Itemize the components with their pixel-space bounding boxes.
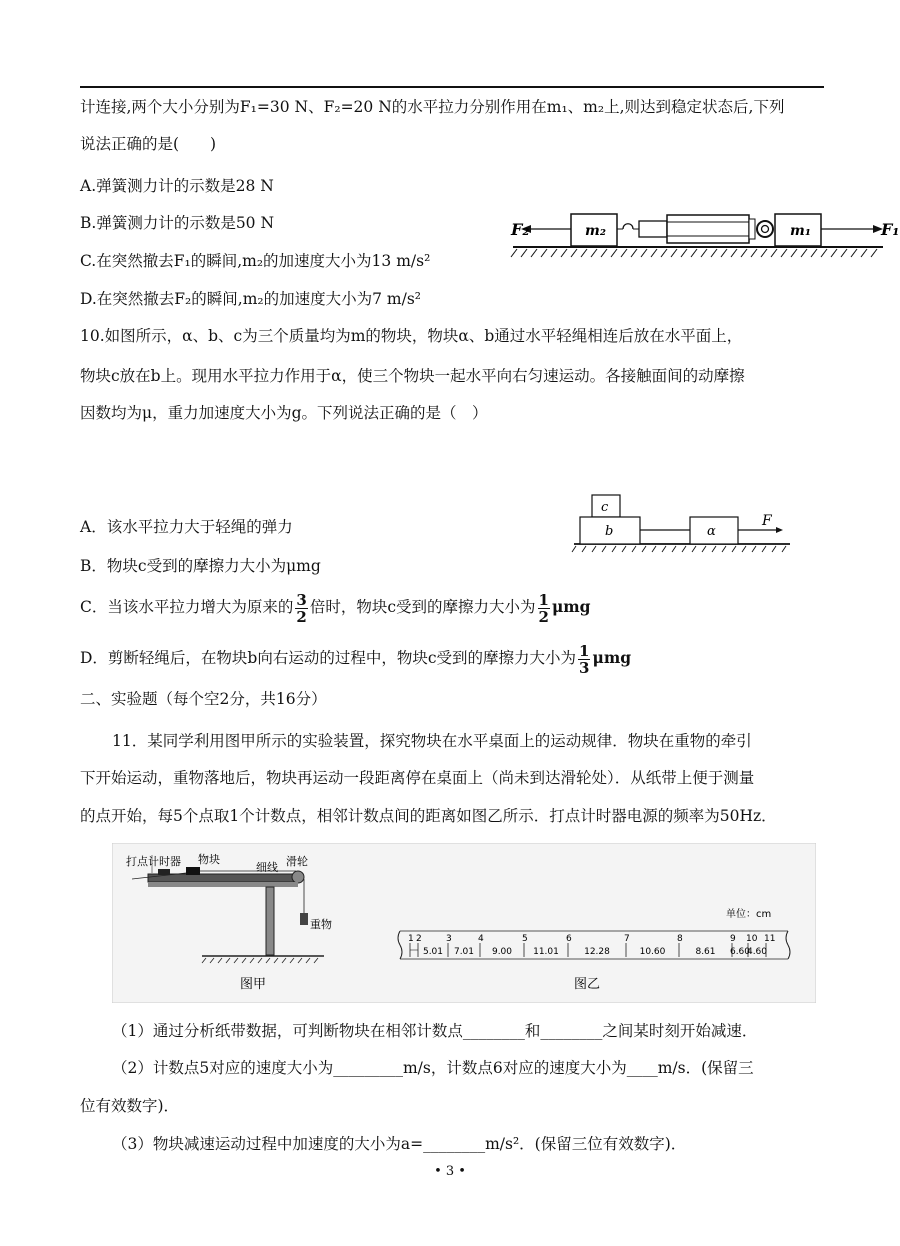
tape-distance-label: 7.01: [453, 947, 475, 957]
tape-point-label: 11: [764, 934, 776, 944]
fig-b-caption: 图乙: [574, 977, 601, 992]
q10-option-d-pre: D．剪断轻绳后，在物块b向右运动的过程中，物块c受到的摩擦力大小为: [80, 649, 577, 667]
unit-label: 单位：cm: [726, 909, 772, 920]
tape-point-label: 1: [408, 934, 414, 944]
fig-a-caption: 图甲: [240, 977, 267, 992]
tape-point-label: 2: [416, 934, 422, 944]
tape-distance-label: 4.60: [746, 947, 768, 957]
q10-line2: 物块c放在b上。现用水平拉力作用于α，使三个物块一起水平向右匀速运动。各接触面间的动摩擦: [80, 367, 745, 385]
q9-option-b: B.弹簧测力计的示数是50 N: [80, 214, 275, 232]
tape-distance-label: 9.00: [491, 947, 513, 957]
q11-sub1: （1）通过分析纸带数据，可判断物块在相邻计数点________和________之间某时刻开始减速．: [112, 1022, 758, 1040]
page-number: • 3 •: [434, 1164, 466, 1179]
q10-fig-c: c: [601, 500, 609, 515]
q10-option-c-post: μmg: [551, 597, 591, 616]
q11-line1: 11．某同学利用图甲所示的实验装置，探究物块在水平桌面上的运动规律．物块在重物的牵引: [112, 732, 752, 750]
q11-sub3: （3）物块减速运动过程中加速度的大小为a=________m/s²．(保留三位有效数字)．: [112, 1135, 687, 1153]
q10-option-b: B．物块c受到的摩擦力大小为μmg: [80, 557, 321, 575]
q10-option-c: [80, 589, 591, 625]
tape-point-label: 10: [746, 934, 758, 944]
section-heading: 二、实验题（每个空2分，共16分）: [80, 690, 327, 708]
fraction-numerator: 1: [579, 641, 590, 660]
q10-option-c-pre: C．当该水平拉力增大为原来的: [80, 598, 294, 616]
q11-line2: 下开始运动，重物落地后，物块再运动一段距离停在桌面上（尚未到达滑轮处）．从纸带上便于测量: [80, 769, 755, 787]
q10-line3: 因数均为μ，重力加速度大小为g。下列说法正确的是（ ）: [80, 404, 488, 422]
timer-label: 打点计时器: [126, 855, 181, 868]
q11-sub2a: （2）计数点5对应的速度大小为_________m/s，计数点6对应的速度大小为____m/s．(保留三: [112, 1059, 754, 1077]
q10-option-a: A．该水平拉力大于轻绳的弹力: [80, 518, 293, 536]
tape-point-label: 8: [677, 934, 683, 944]
q10-fraction-3-2: [295, 592, 307, 625]
q11-line3: 的点开始，每5个点取1个计数点，相邻计数点间的距离如图乙所示．打点计时器电源的频率为50Hz．: [80, 807, 777, 825]
tape-point-label: 7: [624, 934, 630, 944]
fraction-denominator: 2: [296, 607, 307, 626]
tape-point-label: 5: [522, 934, 528, 944]
q9-fig-m2: m₂: [585, 223, 606, 239]
top-rule: [80, 86, 824, 88]
q10-fig-a: α: [707, 524, 716, 539]
q10-option-c-mid: 倍时，物块c受到的摩擦力大小为: [309, 598, 536, 616]
q10-blocks-figure: [570, 492, 795, 554]
pulley-label: 滑轮: [286, 855, 308, 868]
q11-sub2b: 位有效数字)．: [80, 1097, 180, 1115]
tape-point-label: 3: [446, 934, 452, 944]
tape-point-label: 4: [478, 934, 484, 944]
q11-apparatus-figure: [112, 843, 816, 1003]
q10-fraction-1-2: [538, 592, 550, 625]
q9-fig-m1: m₁: [790, 223, 811, 239]
block-label: 物块: [198, 853, 220, 866]
tape-distance-label: 5.01: [422, 947, 444, 957]
fraction-denominator: 2: [538, 607, 549, 626]
tape-distance-label: 10.60: [639, 947, 666, 957]
q9-option-c: C.在突然撤去F₁的瞬间,m₂的加速度大小为13 m/s²: [80, 252, 431, 270]
tape-point-label: 9: [730, 934, 736, 944]
q10-fig-f: F: [762, 513, 772, 529]
q10-option-d-post: μmg: [592, 648, 632, 667]
q10-line1: 10.如图所示，α、b、c为三个质量均为m的物块，物块α、b通过水平轻绳相连后放在水平面上，: [80, 327, 743, 345]
tape-distance-label: 11.01: [533, 947, 559, 957]
q9-option-d: D.在突然撤去F₂的瞬间,m₂的加速度大小为7 m/s²: [80, 290, 421, 308]
q9-spring-figure: [505, 205, 900, 260]
fraction-numerator: 3: [296, 590, 307, 609]
q10-fig-b: b: [605, 524, 614, 539]
q9-fig-f2: F₂: [511, 220, 530, 239]
q10-fraction-1-3: [578, 643, 590, 676]
fraction-numerator: 1: [538, 590, 549, 609]
fraction-denominator: 3: [579, 658, 590, 677]
tape-distance-label: 6.60: [729, 947, 751, 957]
weight-label: 重物: [310, 918, 332, 931]
q9-line2: 说法正确的是( ): [80, 135, 217, 153]
tape-distance-label: 12.28: [584, 947, 610, 957]
tape-point-label: 6: [566, 934, 572, 944]
q9-option-a: A.弹簧测力计的示数是28 N: [80, 177, 274, 195]
q10-option-d: [80, 640, 631, 676]
q9-line1: 计连接,两个大小分别为F₁=30 N、F₂=20 N的水平拉力分别作用在m₁、m₂上,则达到稳定状态后,下列: [80, 98, 785, 116]
q9-fig-f1: F₁: [881, 220, 900, 239]
string-label: 细线: [256, 861, 278, 874]
tape-distance-label: 8.61: [695, 947, 716, 957]
